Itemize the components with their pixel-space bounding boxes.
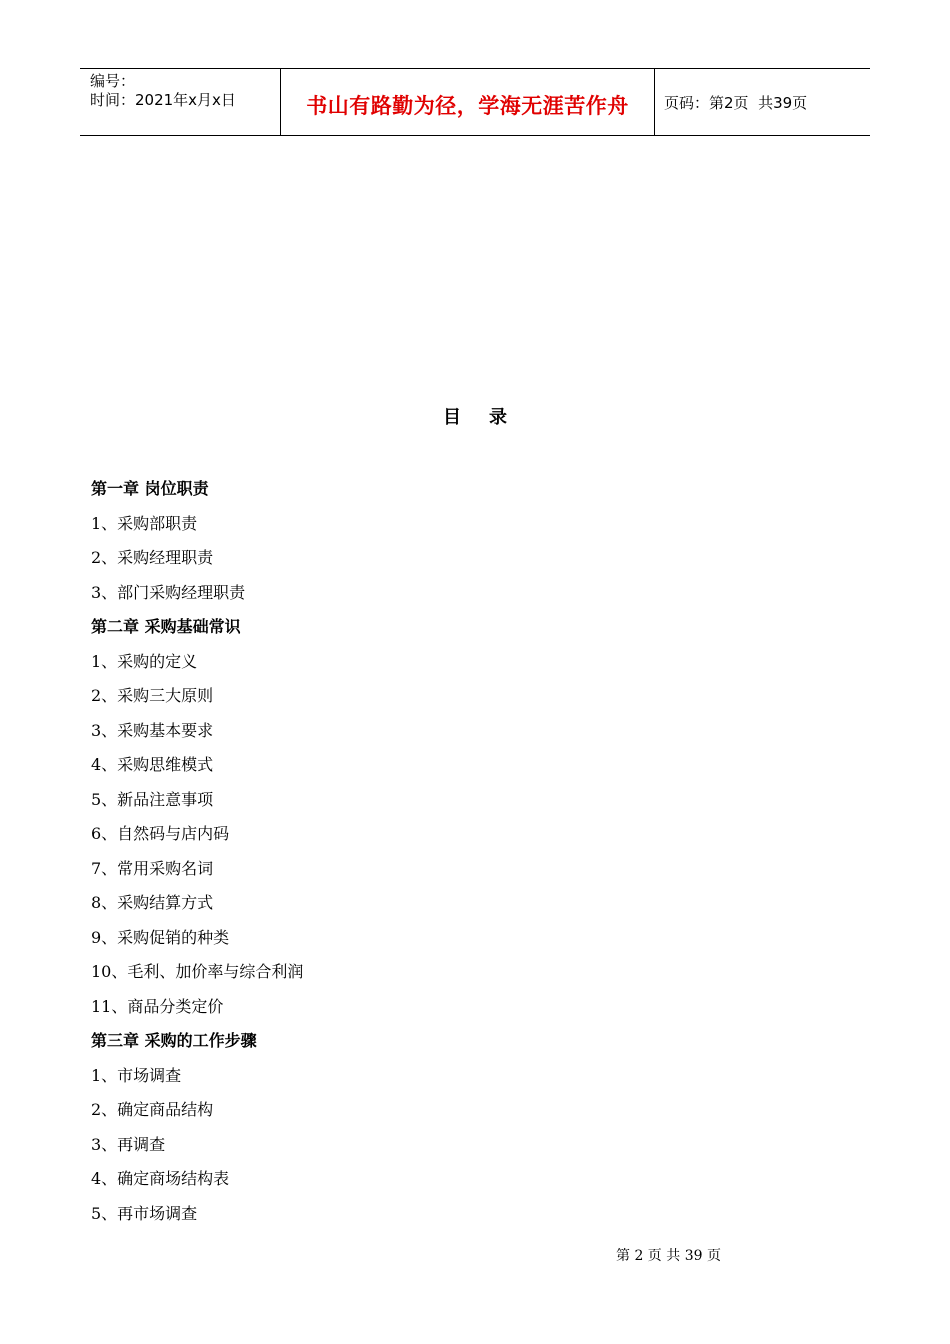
toc-entry: 1、市场调查 xyxy=(91,1065,182,1085)
toc-title xyxy=(0,405,950,431)
header-motto: 书山有路勤为径，学海无涯苦作舟 xyxy=(306,94,629,118)
toc-entry: 3、采购基本要求 xyxy=(91,720,214,740)
toc-chapter-heading: 第三章 采购的工作步骤 xyxy=(91,1031,257,1050)
document-number-label: 编号： xyxy=(90,72,136,90)
header-motto-cell xyxy=(281,69,655,135)
toc-entry: 5、再市场调查 xyxy=(91,1203,198,1223)
toc-entry: 3、部门采购经理职责 xyxy=(91,582,246,602)
toc-entry: 4、确定商场结构表 xyxy=(91,1169,230,1188)
toc-chapter-heading: 第二章 采购基础常识 xyxy=(91,617,241,636)
document-header xyxy=(80,68,870,136)
toc-entry: 1、采购的定义 xyxy=(91,651,198,671)
toc-entry: 3、再调查 xyxy=(91,1134,166,1154)
toc-chapter-heading: 第一章 岗位职责 xyxy=(91,479,209,498)
toc-entry: 4、采购思维模式 xyxy=(91,755,214,774)
page-footer: 第 2 页 共 39 页 xyxy=(616,1248,721,1264)
toc-entry: 1、采购部职责 xyxy=(91,513,198,533)
document-time-label: 时间：2021年x月x日 xyxy=(90,91,236,109)
header-page-cell xyxy=(655,69,870,135)
toc-entry: 2、采购经理职责 xyxy=(91,548,214,567)
toc-entry: 2、确定商品结构 xyxy=(91,1100,214,1119)
toc-entry: 7、常用采购名词 xyxy=(91,858,214,878)
toc-entry: 8、采购结算方式 xyxy=(91,893,214,912)
toc-entry: 2、采购三大原则 xyxy=(91,686,214,705)
toc-title-left: 目 xyxy=(443,407,461,428)
toc-entry: 11、商品分类定价 xyxy=(91,996,224,1016)
toc-title-right: 录 xyxy=(489,407,507,428)
toc-entry: 9、采购促销的种类 xyxy=(91,927,230,947)
table-of-contents xyxy=(91,475,303,1234)
header-page-info: 页码：第2页 共39页 xyxy=(664,93,808,112)
toc-entry: 6、自然码与店内码 xyxy=(91,824,230,843)
toc-entry: 10、毛利、加价率与综合利润 xyxy=(91,962,304,981)
header-meta-cell xyxy=(80,69,281,135)
toc-entry: 5、新品注意事项 xyxy=(91,789,214,809)
